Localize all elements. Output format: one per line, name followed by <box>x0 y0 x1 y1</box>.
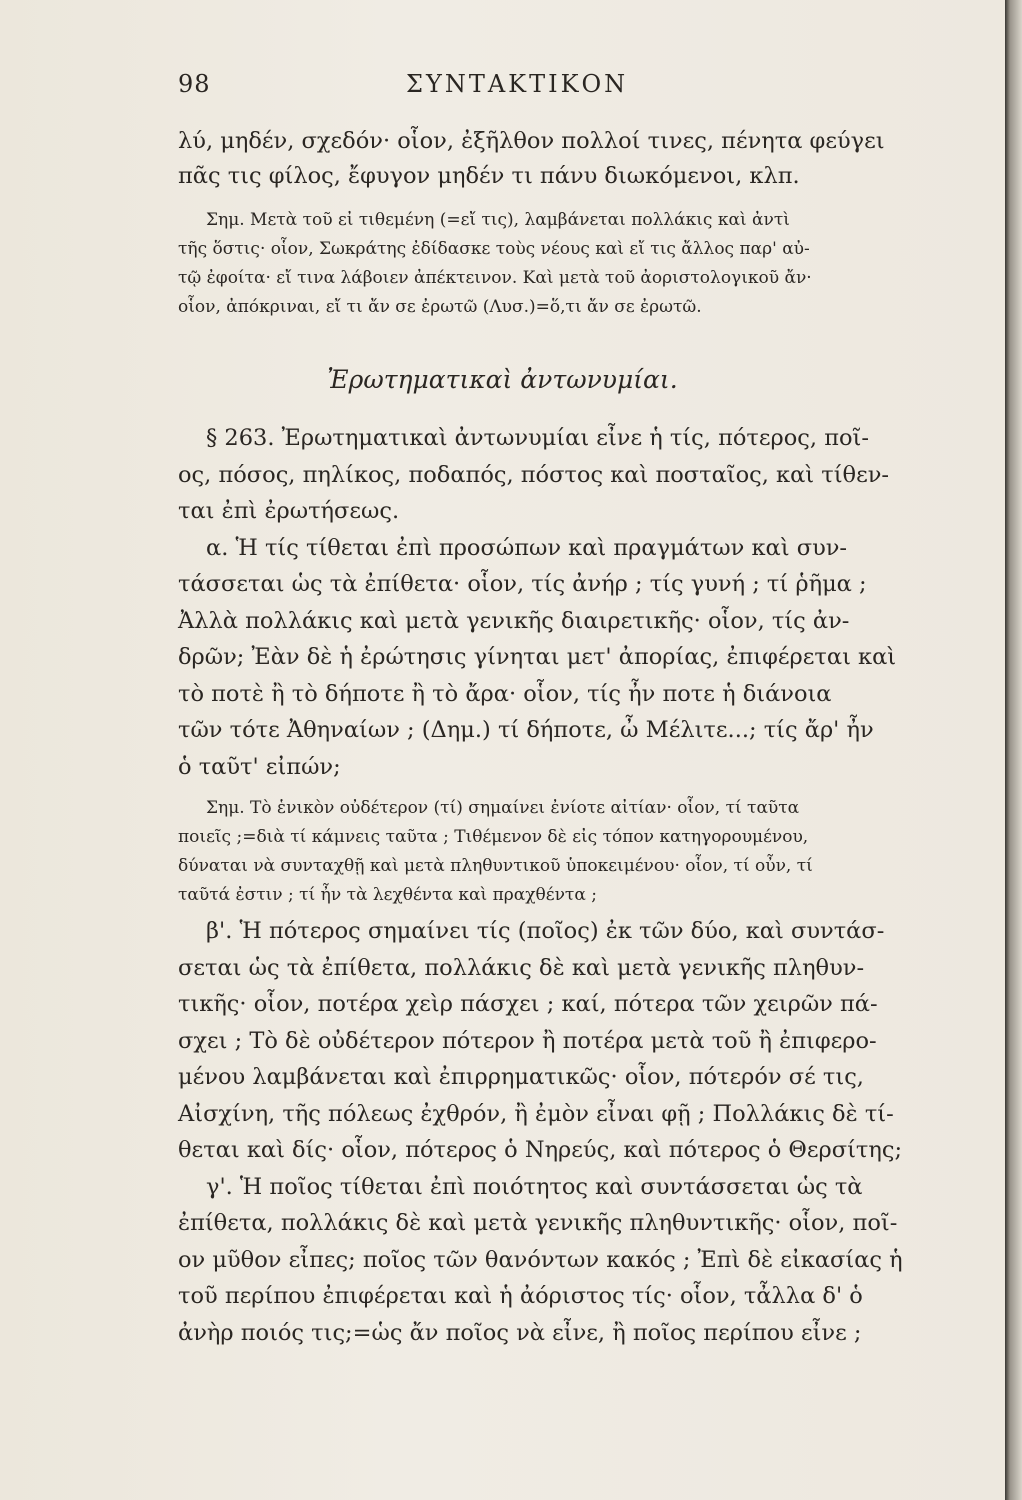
section-heading: Ἐρωτηματικαὶ ἀντωνυμίαι. <box>327 365 678 394</box>
note-indefinite-pronoun <box>178 212 978 328</box>
text-line: σχει ; Τὸ δὲ οὐδέτερον πότερον ἢ ποτέρα μετὰ τοῦ ἢ ἐπιφερο- <box>178 1027 877 1054</box>
text-line: τὸ ποτὲ ἢ τὸ δήποτε ἢ τὸ ἄρα· οἷον, τίς ἦν ποτε ἡ διάνοια <box>178 680 832 707</box>
paragraph-continuation <box>178 130 978 200</box>
page-header <box>178 70 978 104</box>
text-line: Ἀλλὰ πολλάκις καὶ μετὰ γενικῆς διαιρετικῆς· οἷον, τίς ἀν- <box>178 607 850 634</box>
poteros-poios-body <box>178 920 978 1358</box>
text-line: τάσσεται ὡς τὰ ἐπίθετα· οἷον, τίς ἀνήρ ; τίς γυνή ; τί ῥῆμα ; <box>178 571 867 597</box>
text-line: ος, πόσος, πηλίκος, ποδαπός, πόστος καὶ ποσταῖος, καὶ τίθεν- <box>178 461 890 488</box>
note-line: ποιεῖς ;=διὰ τί κάμνεις ταῦτα ; Τιθέμενον δὲ εἰς τόπον κατηγορουμένου, <box>178 827 809 847</box>
note-line: τῆς ὅστις· οἷον, Σωκράτης ἐδίδασκε τοὺς νέους καὶ εἴ τις ἄλλος παρ' αὐ- <box>178 239 810 259</box>
note-line: οἷον, ἀπόκριναι, εἴ τι ἄν σε ἐρωτῶ (Λυσ.)=ὅ,τι ἄν σε ἐρωτῶ. <box>178 297 702 317</box>
text-line: Αἰσχίνη, τῆς πόλεως ἐχθρόν, ἢ ἐμὸν εἶναι φῇ ; Πολλάκις δὲ τί- <box>178 1100 894 1127</box>
text-line: λύ, μηδέν, σχεδόν· οἷον, ἐξῆλθον πολλοί τινες, πένητα φεύγει <box>178 128 885 154</box>
note-line: τῷ ἐφοίτα· εἴ τινα λάβοιεν ἀπέκτεινον. Καὶ μετὰ τοῦ ἀοριστολογικοῦ ἄν· <box>178 268 812 288</box>
text-line: τοῦ περίπου ἐπιφέρεται καὶ ἡ ἀόριστος τίς· οἷον, τἆλλα δ' ὁ <box>178 1283 863 1309</box>
text-line: ἐπίθετα, πολλάκις δὲ καὶ μετὰ γενικῆς πληθυντικῆς· οἷον, ποῖ- <box>178 1210 898 1236</box>
book-binding-edge <box>1005 0 1022 1500</box>
note-line: Σημ. Μετὰ τοῦ εἰ τιθεμένη (=εἴ τις), λαμβάνεται πολλάκις καὶ ἀντὶ <box>206 210 790 230</box>
text-line: ὁ ταῦτ' εἰπών; <box>178 753 341 780</box>
text-line: δρῶν; Ἐὰν δὲ ἡ ἐρώτησις γίνηται μετ' ἀπορίας, ἐπιφέρεται καὶ <box>178 644 897 670</box>
text-line: πᾶς τις φίλος, ἔφυγον μηδέν τι πάνυ διωκόμενοι, κλπ. <box>178 163 800 189</box>
page-number: 98 <box>178 70 211 98</box>
note-line: δύναται νὰ συνταχθῇ καὶ μετὰ πληθυντικοῦ ὑποκειμένου· οἷον, τί οὖν, τί <box>178 856 813 876</box>
text-line: γ'. Ἡ ποῖος τίθεται ἐπὶ ποιότητος καὶ συντάσσεται ὡς τὰ <box>206 1173 863 1200</box>
note-line: Σημ. Τὸ ἑνικὸν οὐδέτερον (τί) σημαίνει ἐνίοτε αἰτίαν· οἷον, τί ταῦτα <box>206 798 800 818</box>
text-line: ον μῦθον εἶπες; ποῖος τῶν θανόντων κακός ; Ἐπὶ δὲ εἰκασίας ἡ <box>178 1246 903 1273</box>
text-line: θεται καὶ δίς· οἷον, πότερος ὁ Νηρεύς, καὶ πότερος ὁ Θερσίτης; <box>178 1137 903 1163</box>
text-line: α. Ἡ τίς τίθεται ἐπὶ προσώπων καὶ πραγμάτων καὶ συν- <box>206 534 848 561</box>
text-line: β'. Ἡ πότερος σημαίνει τίς (ποῖος) ἐκ τῶν δύο, καὶ συντάσ- <box>206 918 885 944</box>
text-line: ται ἐπὶ ἐρωτήσεως. <box>178 498 400 524</box>
text-line: τικῆς· οἷον, ποτέρα χεὶρ πάσχει ; καί, πότερα τῶν χειρῶν πά- <box>178 991 878 1017</box>
text-line: μένου λαμβάνεται καὶ ἐπιρρηματικῶς· οἷον, πότερόν σέ τις, <box>178 1064 864 1090</box>
text-line: ἀνὴρ ποιός τις;=ὡς ἄν ποῖος νὰ εἶνε, ἢ ποῖος περίπου εἶνε ; <box>178 1319 862 1346</box>
running-title: ΣΥΝΤΑΚΤΙΚΟΝ <box>406 70 629 98</box>
section-263-body <box>178 427 978 792</box>
text-line: § 263. Ἐρωτηματικαὶ ἀντωνυμίαι εἶνε ἡ τίς, πότερος, ποῖ- <box>206 425 869 451</box>
text-line: σεται ὡς τὰ ἐπίθετα, πολλάκις δὲ καὶ μετὰ γενικῆς πληθυν- <box>178 954 865 981</box>
note-tis-usage <box>178 800 978 916</box>
text-line: τῶν τότε Ἀθηναίων ; (Δημ.) τί δήποτε, ὦ Μέλιτε...; τίς ἄρ' ἦν <box>178 717 874 743</box>
note-line: ταῦτά ἐστιν ; τί ἦν τὰ λεχθέντα καὶ πραχθέντα ; <box>178 885 597 905</box>
